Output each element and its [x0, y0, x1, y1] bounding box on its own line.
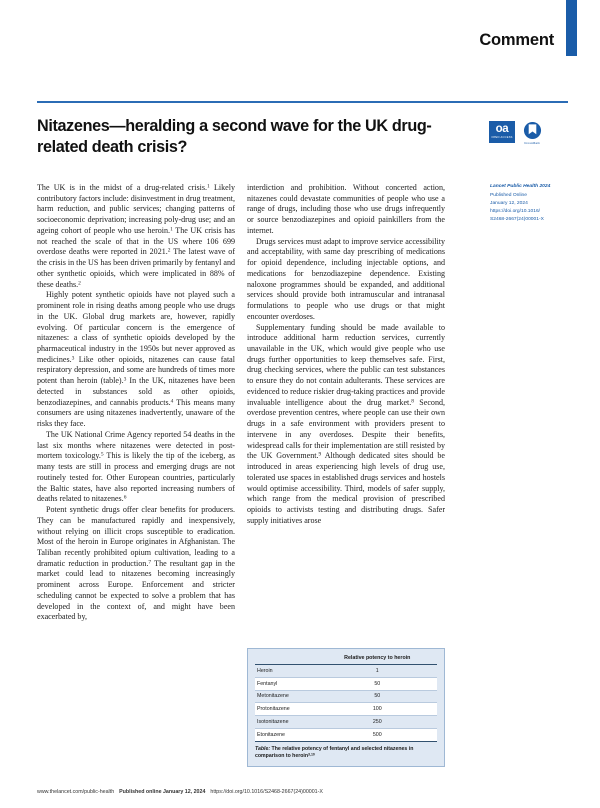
table-cell-potency: 250: [318, 716, 437, 729]
table-row: [255, 665, 437, 678]
table-cell-potency: 500: [318, 728, 437, 741]
paragraph: The UK is in the midst of a drug-related crisis.$^1$ Likely contributory factors include: disinvestment in drug treatment, harm reduction, and public services; changing patterns of socioeconomic deprivation; increasing poly-drug use; and an ageing cohort of people who use heroin.$^1$ The UK crisis has not reached the scale of that in the US where 106 699 overdose deaths were reported in 2021.$^2$ The latest wave of the crisis in the US has been driven primarily by fentanyl and other synthetic opioids, which were implicated in 88% of these deaths.$^2$: [37, 183, 235, 289]
table-cell-drug: Fentanyl: [255, 677, 318, 690]
table-row: [255, 677, 437, 690]
table-cell-drug: Isotonitazene: [255, 716, 318, 729]
table-caption: [255, 746, 437, 761]
body-column-1: [37, 183, 235, 623]
badge-group: [489, 121, 544, 145]
paragraph: Potent synthetic drugs offer clear benefits for producers. They can be manufactured rapidly and inexpensively, without relying on illicit crops susceptible to eradication. Most of the heroin in Europe originates in Afghanistan. The Taliban recently prohibited opium cultivation, leading to a dramatic reduction in production.$^7$ The resultant gap in the market could lead to nitazenes becoming increasingly prominent across Europe. Enforcement and stricter scheduling cannot be expected to solve a problem that has developed in the context of, and might have been exacerbated by,: [37, 505, 235, 622]
footer-doi[interactable]: https://doi.org/10.1016/S2468-2667(24)00001-X: [210, 789, 323, 795]
potency-table-body: [255, 665, 437, 742]
table-caption-text: The relative potency of fentanyl and selected nitazenes in comparison to heroin: [255, 745, 414, 760]
table-row: [255, 716, 437, 729]
page-accent-bar: [566, 0, 577, 56]
table-cell-drug: Metonitazene: [255, 690, 318, 703]
table-cell-potency: 50: [318, 677, 437, 690]
crossmark-icon: [523, 121, 542, 140]
open-access-label: oa: [495, 123, 509, 136]
table-cell-potency: 1: [318, 665, 437, 678]
header-rule: [37, 101, 568, 103]
footer-site[interactable]: www.thelancet.com/public-health: [37, 789, 115, 795]
table-caption-refs: 3,10: [308, 752, 315, 757]
potency-table-panel: [247, 648, 445, 767]
doi-line-2[interactable]: S2468-2667(24)00001-X: [490, 217, 544, 223]
table-row: [255, 728, 437, 741]
crossmark-label: CrossMark: [524, 140, 540, 145]
crossmark-badge[interactable]: [520, 121, 544, 145]
paragraph: Supplementary funding should be made available to introduce additional harm reduction services, currently unavailable in the UK, which would give people who use drugs further opportunities to keep themselves safe. First, drug checking services, where the public can test substances to ensure they do not contain adulterants. These services are evidenced to reduce riskier drug-taking practices and provide invaluable intelligence about the drug market.$^8$ Second, overdose prevention centres, where people can use their own drugs in a safe environment with providers present to intervene in any overdoses. Despite their benefits, widespread calls for their implementation are still resisted by the UK Government.$^9$ Although dedicated sites should be introduced in areas experiencing high levels of drug use, tolerated use spaces in established drugs services and hostels would optimise accessibility. Third, models of safer supply, which range from the medical provision of prescribed opioids to activists testing and distributing drugs. Safer supply initiatives arose: [247, 322, 445, 525]
table-row: [255, 703, 437, 716]
table-header-potency: Relative potency to heroin: [318, 654, 437, 665]
title-block: [37, 116, 477, 157]
article-metadata-sidebar: [490, 183, 572, 224]
potency-table: [255, 654, 437, 742]
paragraph: The UK National Crime Agency reported 54 deaths in the last six months where nitazenes were detected in post-mortem toxicology.$^5$ This is likely the tip of the iceberg, as many tests are still in process and emerging drugs are not routinely tested for. Other European countries, particularly the Baltic states, have also reported increasing numbers of deaths related to nitazenes.$^6$: [37, 429, 235, 504]
running-head: Comment: [479, 31, 554, 49]
published-date: January 12, 2024: [490, 201, 528, 207]
page-footer: [37, 789, 323, 795]
table-cell-drug: Etonitazene: [255, 728, 318, 741]
open-access-badge[interactable]: [489, 121, 515, 143]
published-online-label: Published Online: [490, 193, 527, 199]
body-column-2: [247, 183, 445, 527]
footer-published: Published online January 12, 2024: [119, 789, 206, 795]
page-title: Nitazenes—heralding a second wave for the UK drug-related death crisis?: [37, 117, 432, 156]
table-cell-drug: Protonitazene: [255, 703, 318, 716]
table-cell-potency: 100: [318, 703, 437, 716]
doi-line-1[interactable]: https://doi.org/10.1016/: [490, 209, 541, 215]
table-row: [255, 690, 437, 703]
table-cell-drug: Heroin: [255, 665, 318, 678]
journal-citation: Lancet Public Health 2024: [490, 184, 551, 189]
table-header-drug: [255, 654, 318, 665]
paragraph: Highly potent synthetic opioids have not played such a prominent role in rising deaths among people who use drugs in the UK. Global drug markets are, however, rapidly evolving. Of particular concern is the emergence of nitazenes: a class of synthetic opioids developed by the pharmaceutical industry in the 1950s but never approved as medicines.$^3$ Like other opioids, nitazenes can cause fatal respiratory depression, and some are hundreds of times more potent than heroin (table).$^3$ In the UK, nitazenes have been detected in substances sold as other opioids, benzodiazepines, and cannabis products.$^4$ This means many consumers are using nitazenes inadvertently, unaware of the risks they face.: [37, 290, 235, 429]
paragraph: interdiction and prohibition. Without concerted action, nitazenes could devastate communities of people who use a range of drugs, including those who use drugs infrequently or source benzodiazepines and opioid painkillers from the internet.: [247, 183, 445, 235]
open-access-sublabel: OPEN ACCESS: [491, 136, 513, 140]
paragraph: Drugs services must adapt to improve service accessibility and acceptability, with same day prescribing of medications for opioid dependence, including injectable options, and medications for benzodiazepine dependence. Existing naloxone programmes should be expanded, and additional services should provide both intramuscular and intranasal formulations to people who use drugs or that might encounter overdoses.: [247, 236, 445, 321]
table-header-row: [255, 654, 437, 665]
table-caption-label: Table:: [255, 745, 271, 752]
table-cell-potency: 50: [318, 690, 437, 703]
